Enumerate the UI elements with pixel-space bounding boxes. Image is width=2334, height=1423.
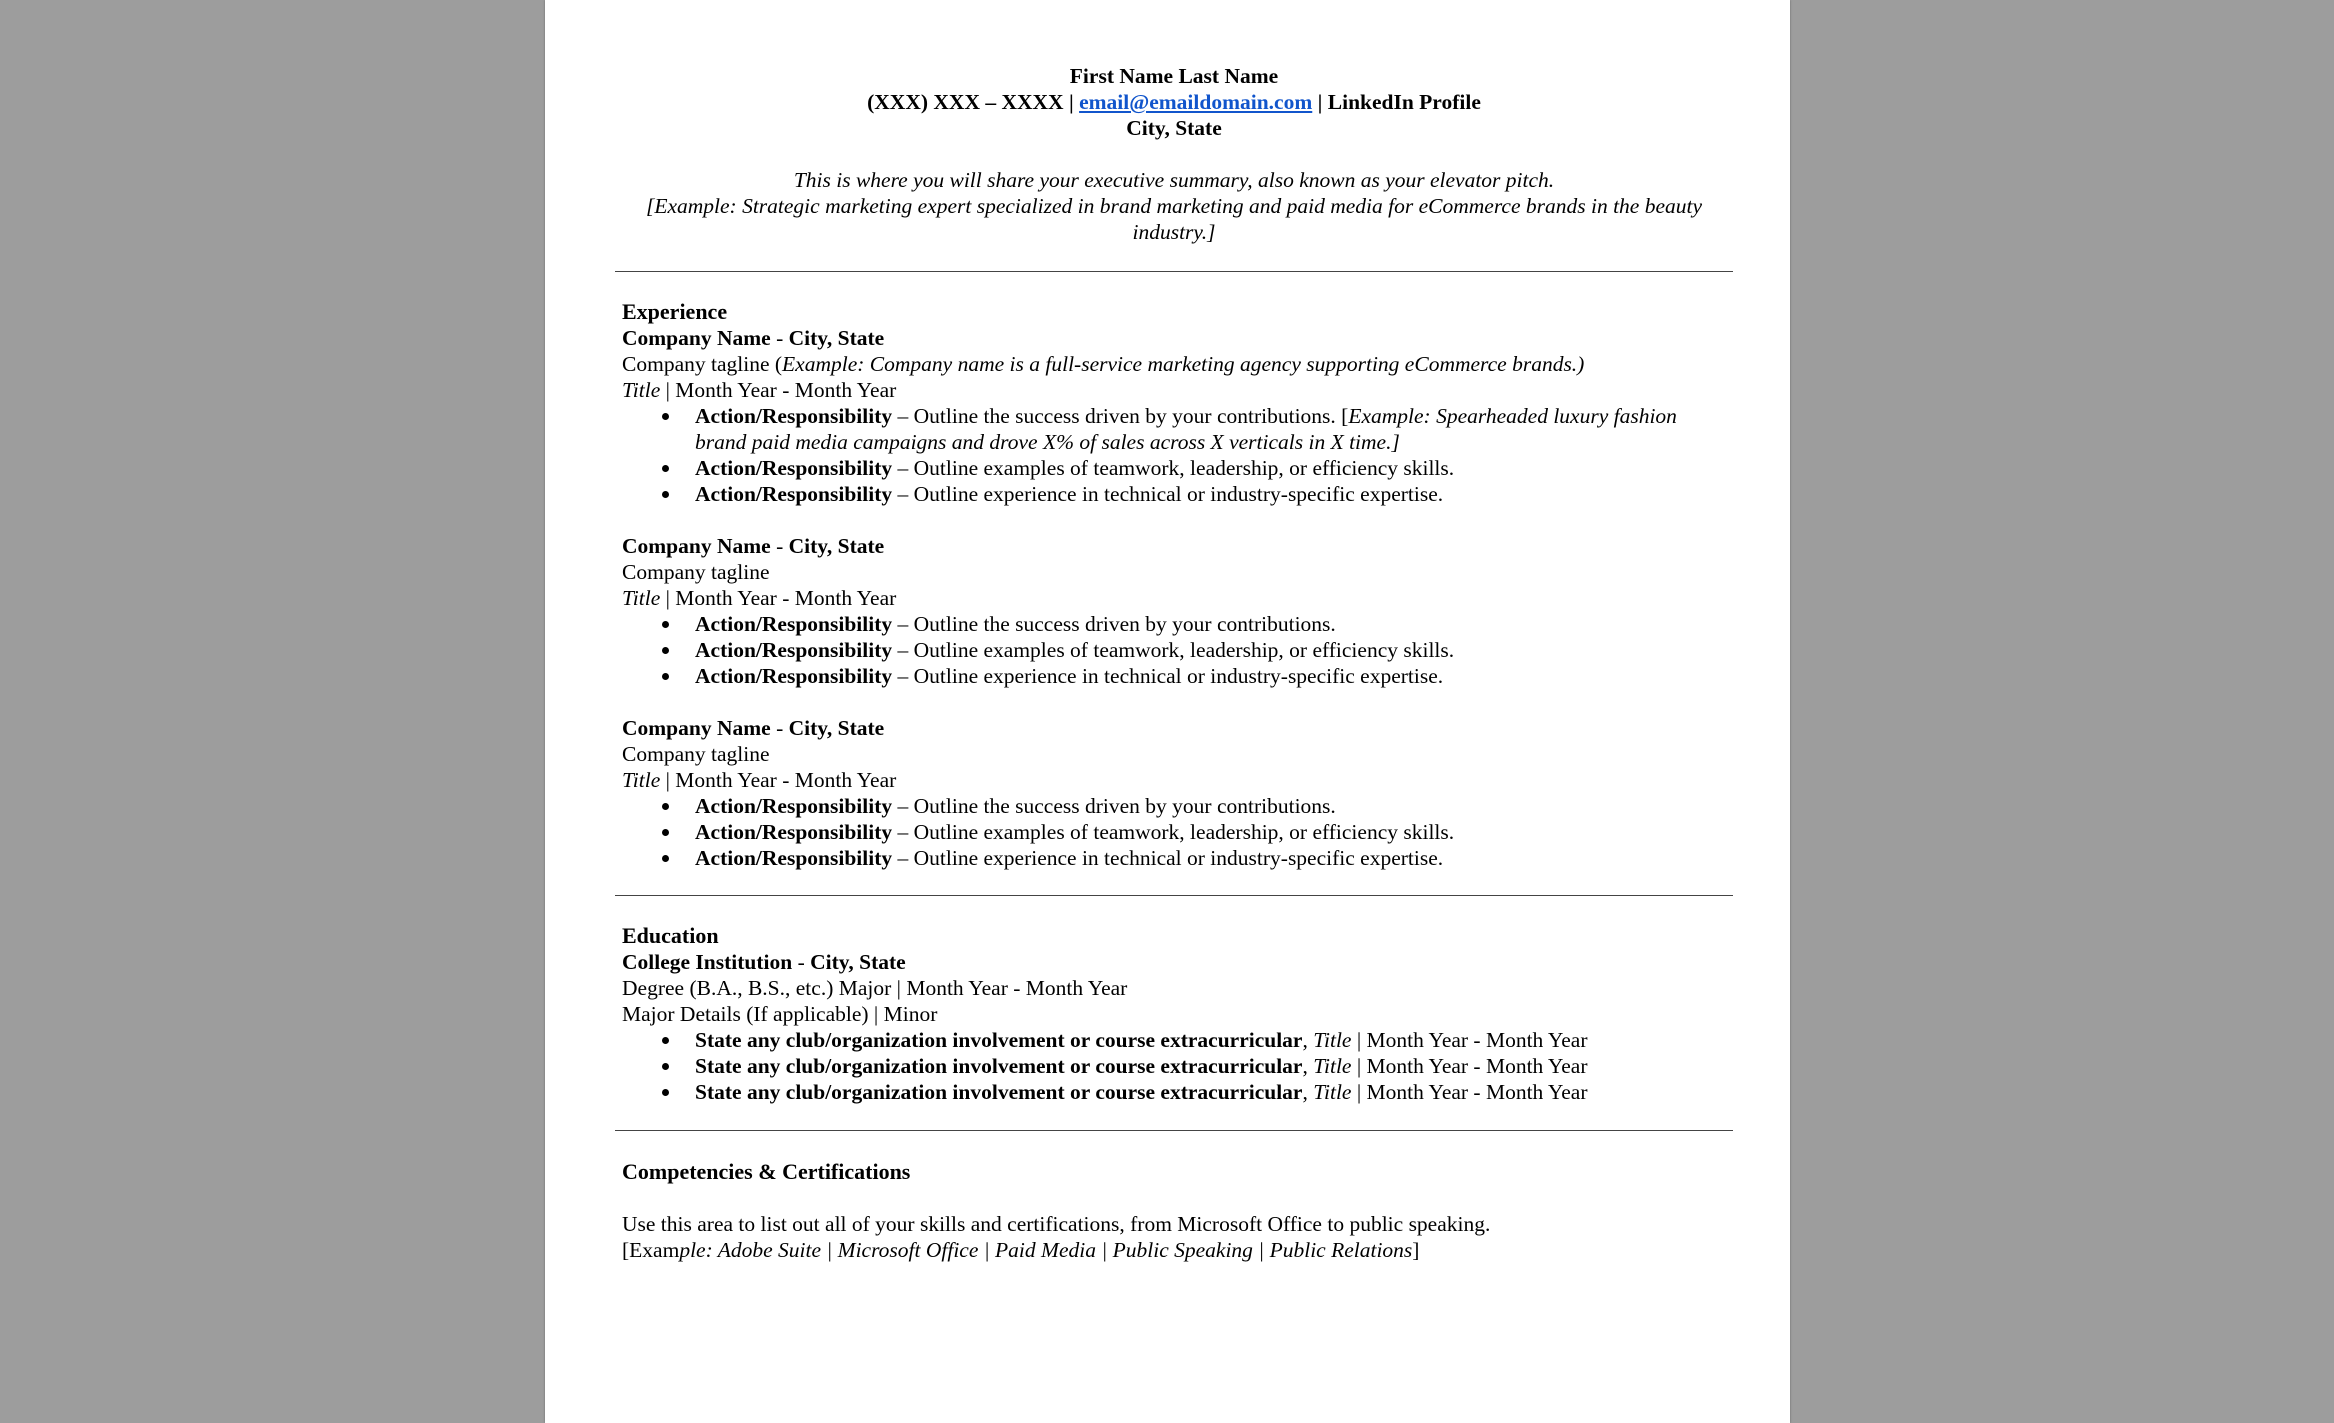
role-line	[622, 767, 1729, 793]
company-separator: -	[770, 326, 789, 350]
degree-line: Degree (B.A., B.S., etc.) Major | Month Year - Month Year	[622, 976, 1128, 1000]
bullet-dates: | Month Year - Month Year	[1351, 1028, 1588, 1052]
list-item	[695, 663, 1729, 689]
example-text: ple: Adobe Suite | Microsoft Office | Paid Media | Public Speaking | Public Relations	[679, 1238, 1413, 1262]
section-title-education: Education	[622, 923, 719, 948]
institution-separator: -	[792, 950, 811, 974]
company-heading	[622, 325, 1729, 351]
company-entry	[622, 715, 1729, 871]
document-page	[545, 0, 1790, 1423]
bullet-lead: Action/Responsibility	[695, 456, 893, 480]
bullet-text: – Outline experience in technical or industry-specific expertise.	[892, 482, 1444, 506]
list-item	[695, 793, 1729, 819]
competencies-description: Use this area to list out all of your skills and certifications, from Microsoft Office to public speaking.	[622, 1212, 1491, 1236]
experience-section	[619, 299, 1729, 871]
institution-heading	[622, 949, 1729, 975]
tagline-paren: (	[769, 352, 783, 376]
list-item	[695, 819, 1729, 845]
example-close: ]	[1412, 1238, 1420, 1262]
bullet-dates: | Month Year - Month Year	[1351, 1080, 1588, 1104]
bullet-text: – Outline examples of teamwork, leadership, or efficiency skills.	[892, 820, 1455, 844]
bullet-list	[622, 611, 1729, 689]
section-divider	[615, 895, 1733, 896]
bullet-lead: Action/Responsibility	[695, 820, 893, 844]
bullet-list	[622, 1027, 1729, 1105]
bullet-lead: State any club/organization involvement or course extracurricular	[695, 1028, 1303, 1052]
company-name: Company Name	[622, 716, 771, 740]
competencies-example	[622, 1237, 1729, 1263]
company-name: Company Name	[622, 326, 771, 350]
company-tagline: Company tagline	[622, 560, 770, 584]
company-heading	[622, 533, 1729, 559]
bullet-lead: State any club/organization involvement or course extracurricular	[695, 1054, 1303, 1078]
list-item	[695, 481, 1729, 507]
bullet-lead: Action/Responsibility	[695, 664, 893, 688]
role-dates: | Month Year - Month Year	[660, 768, 897, 792]
summary-line: This is where you will share your executive summary, also known as your elevator pitch.	[793, 168, 1555, 192]
list-item	[695, 1027, 1729, 1053]
list-item	[695, 403, 1729, 455]
bullet-lead: State any club/organization involvement or course extracurricular	[695, 1080, 1303, 1104]
bullet-text: – Outline the success driven by your contributions. [	[892, 404, 1349, 428]
resume-content	[619, 0, 1729, 1263]
bullet-list	[622, 793, 1729, 871]
bullet-dates: | Month Year - Month Year	[1351, 1054, 1588, 1078]
contact-line	[619, 89, 1729, 115]
list-item	[695, 637, 1729, 663]
bullet-lead: Action/Responsibility	[695, 638, 893, 662]
bullet-list	[622, 403, 1729, 507]
company-location: City, State	[788, 326, 885, 350]
company-separator: -	[770, 534, 789, 558]
role-title: Title	[622, 378, 661, 402]
list-item	[695, 1053, 1729, 1079]
company-entry	[622, 533, 1729, 689]
phone-number: (XXX) XXX – XXXX |	[867, 90, 1074, 114]
bullet-comma: ,	[1302, 1054, 1314, 1078]
bullet-lead: Action/Responsibility	[695, 846, 893, 870]
bullet-comma: ,	[1302, 1080, 1314, 1104]
resume-header	[619, 63, 1729, 141]
role-line	[622, 377, 1729, 403]
company-name: Company Name	[622, 534, 771, 558]
executive-summary	[619, 167, 1729, 245]
tagline-example: Example: Company name is a full-service marketing agency supporting eCommerce brands.)	[782, 352, 1585, 376]
bullet-text: – Outline examples of teamwork, leadership, or efficiency skills.	[892, 456, 1455, 480]
role-title: Title	[622, 768, 661, 792]
summary-example: [Example: Strategic marketing expert specialized in brand marketing and paid media for eCommerce brands in the beauty industry.]	[645, 194, 1703, 244]
email-link[interactable]: email@emaildomain.com	[1079, 90, 1313, 114]
role-dates: | Month Year - Month Year	[660, 586, 897, 610]
list-item	[695, 611, 1729, 637]
bullet-lead: Action/Responsibility	[695, 404, 893, 428]
company-location: City, State	[788, 716, 885, 740]
education-section	[619, 923, 1729, 1105]
bullet-text: – Outline experience in technical or industry-specific expertise.	[892, 664, 1444, 688]
header-location: City, State	[1126, 116, 1222, 140]
bullet-comma: ,	[1302, 1028, 1314, 1052]
list-item	[695, 845, 1729, 871]
role-dates: | Month Year - Month Year	[660, 378, 897, 402]
company-entry	[622, 325, 1729, 507]
bullet-role: Title	[1313, 1080, 1352, 1104]
institution-name: College Institution	[622, 950, 793, 974]
section-divider	[615, 1130, 1733, 1131]
full-name: First Name Last Name	[1069, 64, 1279, 88]
company-separator: -	[770, 716, 789, 740]
company-tagline: Company tagline	[622, 742, 770, 766]
section-title-competencies: Competencies & Certifications	[622, 1159, 911, 1184]
section-divider	[615, 271, 1733, 272]
bullet-lead: Action/Responsibility	[695, 482, 893, 506]
company-tagline	[622, 351, 1729, 377]
bullet-text: – Outline examples of teamwork, leadership, or efficiency skills.	[892, 638, 1455, 662]
bullet-text: – Outline experience in technical or industry-specific expertise.	[892, 846, 1444, 870]
bullet-lead: Action/Responsibility	[695, 794, 893, 818]
list-item	[695, 1079, 1729, 1105]
linkedin-profile: | LinkedIn Profile	[1317, 90, 1481, 114]
company-heading	[622, 715, 1729, 741]
bullet-example: Example: Spearheaded luxury fashion brand paid media campaigns and drove X% of sales across X verticals in X time.]	[695, 404, 1677, 454]
institution-location: City, State	[810, 950, 906, 974]
bullet-lead: Action/Responsibility	[695, 612, 893, 636]
tagline-text: Company tagline	[622, 352, 770, 376]
competencies-section	[619, 1159, 1729, 1263]
bullet-role: Title	[1313, 1054, 1352, 1078]
role-line	[622, 585, 1729, 611]
example-open: [Exam	[622, 1238, 680, 1262]
major-details: Major Details (If applicable) | Minor	[622, 1002, 938, 1026]
bullet-text: – Outline the success driven by your contributions.	[892, 612, 1336, 636]
bullet-role: Title	[1313, 1028, 1352, 1052]
role-title: Title	[622, 586, 661, 610]
bullet-text: – Outline the success driven by your contributions.	[892, 794, 1336, 818]
section-title-experience: Experience	[622, 299, 728, 324]
list-item	[695, 455, 1729, 481]
company-location: City, State	[788, 534, 885, 558]
